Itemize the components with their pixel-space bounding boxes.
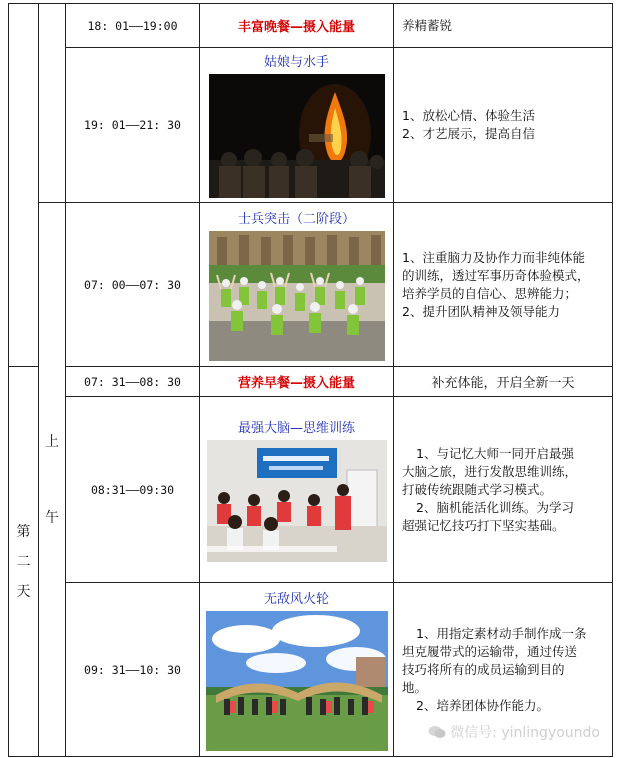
day-char: 天 [16,583,31,600]
period-char: 午 [45,509,59,526]
note-line: 打破传统跟随式学习模式。 [402,481,553,497]
note-line: 技巧将所有的成员运输到目的 [402,661,565,677]
note-cell [394,203,613,367]
day-cell [9,367,39,757]
note-line: 1、放松心情、体验生活 [402,108,535,123]
time-cell: 18: 01——19:00 [66,4,200,48]
activity-cell [200,203,394,367]
note-line: 大脑之旅，进行发散思维训练， [402,463,578,479]
watermark-text: 微信号: yinlingyoundo [450,725,600,741]
note-line: 1、用指定素材动手制作成一条 [416,625,587,641]
activity-cell [200,48,394,203]
note-line: 2、才艺展示，提高自信 [402,126,535,141]
time-cell: 08:31——09:30 [66,397,200,583]
activity-cell: 营养早餐—摄入能量 [200,367,394,397]
table-row [9,4,613,48]
period-char: 上 [45,433,59,450]
empty-cell [39,4,66,203]
wechat-icon [428,725,446,739]
time-cell: 07: 31——08: 30 [66,367,200,397]
note-line: 培养学员的自信心、思辨能力； [402,285,578,301]
time-cell: 19: 01——21: 30 [66,48,200,203]
day-char: 二 [16,553,31,570]
activity-cell [200,583,394,757]
note-line: 超强记忆技巧打下坚实基础。 [402,517,565,533]
note-line: 的训练，透过军事历奇体验模式， [402,267,590,283]
note-cell: 养精蓄锐 [394,4,613,48]
note-line: 1、注重脑力及协作力而非纯体能 [402,249,585,265]
soldier-drill-photo [209,231,385,361]
activity-cell: 丰富晚餐—摄入能量 [200,4,394,48]
note-cell: 补充体能，开启全新一天 [394,367,613,397]
table-row [9,367,613,397]
time-cell: 09: 31——10: 30 [66,583,200,757]
note-line: 坦克履带式的运输带，通过传送 [402,643,578,659]
activity-cell [200,397,394,583]
period-cell [39,203,66,757]
wind-fire-wheel-photo [206,611,388,751]
note-cell [394,48,613,203]
table-row [9,397,613,583]
schedule-table [8,3,613,757]
classroom-photo [207,440,387,562]
watermark [428,722,600,742]
note-cell [394,397,613,583]
day-char: 第 [16,523,31,540]
table-row [9,48,613,203]
note-line: 2、脑机能活化训练。为学习 [416,499,574,515]
note-line: 1、与记忆大师一同开启最强 [416,445,574,461]
time-cell: 07: 00——07: 30 [66,203,200,367]
empty-cell [9,4,39,367]
activity-title: 无敌风火轮 [263,591,329,607]
activity-title: 姑娘与水手 [263,55,329,70]
note-line: 2、培养团体协作能力。 [416,697,549,713]
note-line: 地。 [402,679,428,695]
table-row [9,203,613,367]
note-line: 2、提升团队精神及领导能力 [402,303,560,319]
activity-title: 士兵突击（二阶段） [237,211,355,227]
activity-title: 最强大脑—思维训练 [237,420,355,436]
bonfire-photo [209,74,385,198]
